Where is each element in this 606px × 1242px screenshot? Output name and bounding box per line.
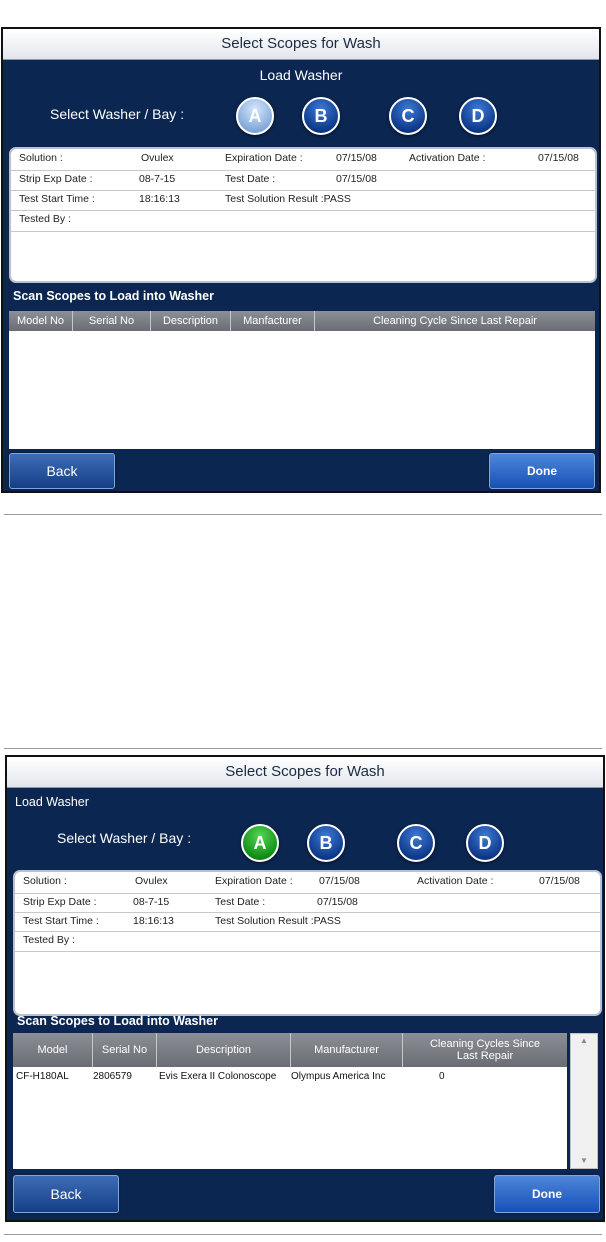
test-start-time-label: Test Start Time : <box>19 193 95 205</box>
column-header[interactable]: Description <box>151 311 231 331</box>
bay-d-button[interactable]: D <box>459 97 497 135</box>
divider-line <box>4 748 602 749</box>
solution-value: Ovulex <box>141 152 174 164</box>
table-scrollbar[interactable] <box>570 1033 598 1169</box>
strip-exp-date-label: Strip Exp Date : <box>19 173 93 185</box>
column-header[interactable]: Cleaning Cycles Since Last Repair <box>429 1038 541 1062</box>
info-row <box>11 170 595 191</box>
bay-c-button[interactable]: C <box>397 824 435 862</box>
column-header[interactable]: Description <box>157 1033 291 1067</box>
scope-table-header <box>13 1033 567 1067</box>
info-row <box>15 931 600 952</box>
expiration-date-value: 07/15/08 <box>319 875 360 887</box>
bay-c-button[interactable]: C <box>389 97 427 135</box>
activation-date-value: 07/15/08 <box>539 875 580 887</box>
tested-by-label: Tested By : <box>19 213 71 225</box>
manufacturer-cell: Olympus America Inc <box>291 1071 386 1082</box>
scope-table-body <box>13 1067 567 1169</box>
activation-date-label: Activation Date : <box>417 875 494 887</box>
model-cell: CF-H180AL <box>16 1071 69 1082</box>
test-start-time-value: 18:16:13 <box>139 193 180 205</box>
column-header[interactable]: Manufacturer <box>291 1033 403 1067</box>
tested-by-label: Tested By : <box>23 934 75 946</box>
strip-exp-date-value: 08-7-15 <box>133 896 170 908</box>
test-start-time-label: Test Start Time : <box>23 915 99 927</box>
test-date-label: Test Date : <box>215 896 266 908</box>
scroll-up-arrow-icon[interactable]: ▲ <box>580 1036 588 1045</box>
test-start-time-value: 18:16:13 <box>133 915 174 927</box>
column-header[interactable]: Model No <box>9 311 73 331</box>
done-button[interactable]: Done <box>494 1175 600 1213</box>
scroll-down-arrow-icon[interactable]: ▼ <box>580 1156 588 1165</box>
select-washer-label: Select Washer / Bay : <box>57 830 192 846</box>
select-washer-label: Select Washer / Bay : <box>50 106 185 122</box>
divider-line <box>4 514 602 515</box>
info-row <box>11 149 595 171</box>
divider-line <box>4 1234 602 1235</box>
back-button[interactable]: Back <box>13 1175 119 1213</box>
cleaning-cycles-cell: 0 <box>439 1071 445 1082</box>
bay-d-button[interactable]: D <box>466 824 504 862</box>
solution-info-panel <box>13 870 602 1016</box>
screen-2-select-scopes <box>5 755 605 1222</box>
expiration-date-value: 07/15/08 <box>336 152 377 164</box>
info-row <box>15 872 600 894</box>
column-header[interactable]: Model <box>13 1033 93 1067</box>
info-row <box>15 912 600 932</box>
info-row <box>11 190 595 211</box>
column-header[interactable]: Cleaning Cycle Since Last Repair <box>373 315 537 327</box>
test-date-value: 07/15/08 <box>317 896 358 908</box>
column-header[interactable]: Manfacturer <box>231 311 315 331</box>
table-row[interactable] <box>13 1067 567 1085</box>
bay-b-button[interactable]: B <box>302 97 340 135</box>
window-title: Select Scopes for Wash <box>3 29 599 60</box>
info-row <box>15 893 600 913</box>
strip-exp-date-label: Strip Exp Date : <box>23 896 97 908</box>
load-washer-heading: Load Washer <box>15 795 89 809</box>
screen-1-select-scopes <box>1 27 601 493</box>
done-button[interactable]: Done <box>489 453 595 489</box>
window-title: Select Scopes for Wash <box>7 757 603 788</box>
scope-table-body <box>9 331 595 449</box>
bay-a-button[interactable]: A <box>241 824 279 862</box>
back-button[interactable]: Back <box>9 453 115 489</box>
expiration-date-label: Expiration Date : <box>215 875 293 887</box>
expiration-date-label: Expiration Date : <box>225 152 303 164</box>
activation-date-value: 07/15/08 <box>538 152 579 164</box>
test-date-label: Test Date : <box>225 173 276 185</box>
solution-label: Solution : <box>23 875 67 887</box>
bay-a-button[interactable]: A <box>236 97 274 135</box>
info-row <box>11 210 595 232</box>
test-solution-result: Test Solution Result :PASS <box>225 193 351 205</box>
test-date-value: 07/15/08 <box>336 173 377 185</box>
solution-info-panel <box>9 147 597 283</box>
column-header[interactable]: Serial No <box>93 1033 157 1067</box>
description-cell: Evis Exera II Colonoscope <box>159 1071 277 1082</box>
scope-table-header <box>9 311 595 331</box>
test-solution-result: Test Solution Result :PASS <box>215 915 341 927</box>
activation-date-label: Activation Date : <box>409 152 486 164</box>
solution-value: Ovulex <box>135 875 168 887</box>
load-washer-heading: Load Washer <box>259 67 343 83</box>
scan-scopes-title: Scan Scopes to Load into Washer <box>13 289 214 303</box>
scan-scopes-title: Scan Scopes to Load into Washer <box>17 1014 218 1028</box>
column-header[interactable]: Serial No <box>73 311 151 331</box>
strip-exp-date-value: 08-7-15 <box>139 173 176 185</box>
bay-b-button[interactable]: B <box>307 824 345 862</box>
serial-no-cell: 2806579 <box>93 1071 132 1082</box>
solution-label: Solution : <box>19 152 63 164</box>
